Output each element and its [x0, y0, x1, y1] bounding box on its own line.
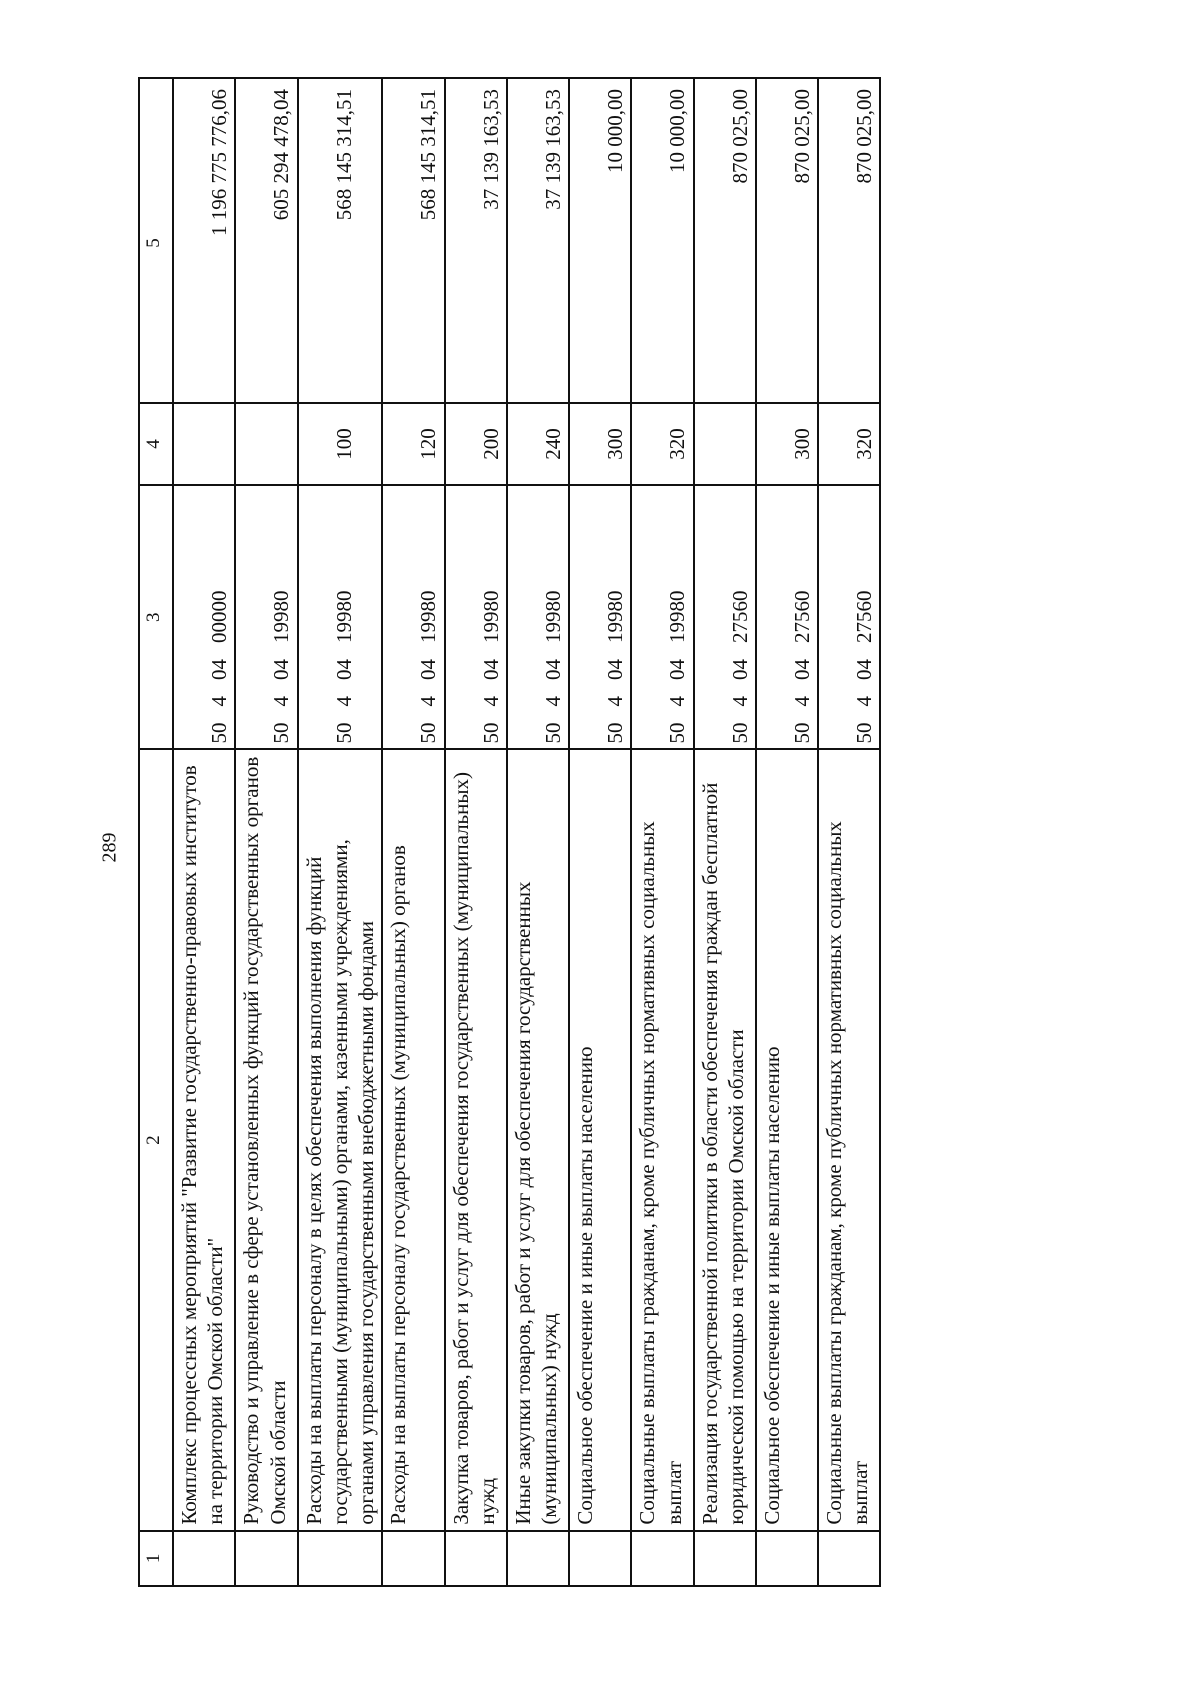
- code-part-4: 19980: [269, 590, 294, 643]
- code-part-2: 4: [665, 696, 690, 707]
- row-label: Руководство и управление в сфере установленных функций государственных органов Омской области: [235, 750, 297, 1531]
- row-amount-cell: [445, 78, 507, 403]
- code-part-4: 19980: [603, 590, 627, 643]
- table-row: [445, 78, 507, 1586]
- row-amount: 10 000,00: [603, 89, 627, 173]
- code-part-3: 04: [727, 659, 752, 680]
- header-col-5: 5: [139, 78, 173, 403]
- code-part-1: 50: [416, 722, 441, 744]
- code-part-4: 00000: [207, 590, 231, 643]
- code-part-4: 19980: [331, 590, 356, 643]
- row-amount-cell: [507, 78, 569, 403]
- row-number-cell: [818, 1531, 880, 1586]
- code-part-3: 04: [331, 659, 356, 680]
- row-code: [634, 491, 690, 743]
- row-label: Социальные выплаты гражданам, кроме публичных нормативных социальных выплат: [818, 750, 880, 1531]
- table-header-row: [139, 78, 173, 1586]
- code-part-3: 04: [478, 659, 503, 680]
- row-label: Комплекс процессных мероприятий "Развитие государственно-правовых институтов на территории Омской области": [173, 750, 235, 1531]
- row-amount-cell: [818, 78, 880, 403]
- header-col-4: 4: [139, 403, 173, 485]
- table-row: [569, 78, 631, 1586]
- code-part-2: 4: [540, 696, 565, 707]
- row-expense-kind: [697, 409, 727, 479]
- row-amount-cell: [298, 78, 383, 403]
- code-part-4: 19980: [416, 590, 441, 643]
- code-part-1: 50: [603, 722, 627, 744]
- code-part-3: 04: [540, 659, 565, 680]
- code-part-3: 04: [852, 659, 876, 680]
- code-part-2: 4: [727, 696, 752, 707]
- row-expense-kind-cell: [235, 403, 297, 485]
- row-code-cell: [818, 485, 880, 749]
- row-expense-kind: 300: [603, 428, 627, 460]
- code-part-1: 50: [727, 722, 752, 744]
- table-row: [818, 78, 880, 1586]
- row-code-cell: [507, 485, 569, 749]
- header-col-2: 2: [139, 750, 173, 1531]
- row-label: Расходы на выплаты персоналу государственных (муниципальных) органов: [382, 750, 444, 1531]
- row-expense-kind-cell: [298, 403, 383, 485]
- row-code-cell: [756, 485, 818, 749]
- row-code: [821, 491, 877, 743]
- row-expense-kind-cell: [818, 403, 880, 485]
- code-part-2: 4: [852, 696, 876, 707]
- row-code-cell: [445, 485, 507, 749]
- code-part-1: 50: [852, 722, 876, 744]
- row-amount: 605 294 478,04: [269, 89, 294, 221]
- row-number-cell: [756, 1531, 818, 1586]
- row-amount-cell: [569, 78, 631, 403]
- budget-table: [138, 77, 881, 1587]
- code-part-1: 50: [269, 722, 294, 744]
- row-amount: 1 196 775 776,06: [207, 89, 231, 236]
- code-part-4: 27560: [789, 590, 814, 643]
- row-code: [572, 491, 628, 743]
- row-number-cell: [298, 1531, 383, 1586]
- code-part-4: 27560: [727, 590, 752, 643]
- row-number-cell: [173, 1531, 235, 1586]
- rotated-table-frame: [138, 77, 1038, 1587]
- code-part-3: 04: [665, 659, 690, 680]
- table-row: [382, 78, 444, 1586]
- row-amount-cell: [756, 78, 818, 403]
- row-amount: 37 139 163,53: [478, 89, 503, 210]
- table-row: [694, 78, 756, 1586]
- code-part-3: 04: [416, 659, 441, 680]
- row-code: [238, 491, 294, 743]
- row-number-cell: [235, 1531, 297, 1586]
- row-expense-kind: [176, 409, 206, 479]
- code-part-2: 4: [207, 696, 231, 707]
- code-part-3: 04: [789, 659, 814, 680]
- row-expense-kind-cell: [569, 403, 631, 485]
- row-expense-kind-cell: [173, 403, 235, 485]
- row-number-cell: [694, 1531, 756, 1586]
- row-code-cell: [173, 485, 235, 749]
- row-expense-kind: 320: [665, 428, 690, 460]
- row-amount-cell: [382, 78, 444, 403]
- row-expense-kind-cell: [507, 403, 569, 485]
- code-part-2: 4: [331, 696, 356, 707]
- row-amount-cell: [631, 78, 693, 403]
- code-part-2: 4: [269, 696, 294, 707]
- row-amount-cell: [235, 78, 297, 403]
- row-number-cell: [507, 1531, 569, 1586]
- table-row: [631, 78, 693, 1586]
- row-expense-kind: 200: [478, 428, 503, 460]
- row-label: Социальные выплаты гражданам, кроме публичных нормативных социальных выплат: [631, 750, 693, 1531]
- table-row: [756, 78, 818, 1586]
- row-expense-kind-cell: [631, 403, 693, 485]
- code-part-1: 50: [478, 722, 503, 744]
- header-col-3: 3: [139, 485, 173, 749]
- code-part-4: 27560: [852, 590, 876, 643]
- row-amount: 870 025,00: [789, 89, 814, 184]
- row-expense-kind: 320: [852, 428, 876, 460]
- row-label: Иные закупки товаров, работ и услуг для обеспечения государственных (муниципальных) нужд: [507, 750, 569, 1531]
- code-part-2: 4: [603, 696, 627, 707]
- row-label: Социальное обеспечение и иные выплаты населению: [569, 750, 631, 1531]
- row-number-cell: [382, 1531, 444, 1586]
- row-amount: 568 145 314,51: [331, 89, 356, 221]
- row-label: Реализация государственной политики в области обеспечения граждан бесплатной юридической помощью на территории Омской области: [694, 750, 756, 1531]
- code-part-3: 04: [207, 659, 231, 680]
- row-code: [759, 491, 815, 743]
- row-expense-kind: 100: [331, 428, 356, 460]
- row-label: Социальное обеспечение и иные выплаты населению: [756, 750, 818, 1531]
- code-part-1: 50: [665, 722, 690, 744]
- row-code-cell: [569, 485, 631, 749]
- row-amount: 568 145 314,51: [416, 89, 441, 221]
- code-part-1: 50: [331, 722, 356, 744]
- code-part-4: 19980: [540, 590, 565, 643]
- code-part-2: 4: [478, 696, 503, 707]
- row-code: [448, 491, 504, 743]
- row-amount-cell: [694, 78, 756, 403]
- code-part-1: 50: [207, 722, 231, 744]
- row-expense-kind: [238, 409, 268, 479]
- table-row: [298, 78, 383, 1586]
- row-code: [697, 491, 753, 743]
- row-code-cell: [382, 485, 444, 749]
- row-amount: 870 025,00: [727, 89, 752, 184]
- row-expense-kind: 240: [540, 428, 565, 460]
- row-amount: 10 000,00: [665, 89, 690, 173]
- row-number-cell: [569, 1531, 631, 1586]
- code-part-3: 04: [603, 659, 627, 680]
- code-part-4: 19980: [478, 590, 503, 643]
- row-expense-kind-cell: [756, 403, 818, 485]
- row-expense-kind-cell: [382, 403, 444, 485]
- code-part-3: 04: [269, 659, 294, 680]
- code-part-1: 50: [540, 722, 565, 744]
- row-expense-kind: 120: [416, 428, 441, 460]
- row-label: Расходы на выплаты персоналу в целях обеспечения выполнения функций государственными (муниципальными) органами, казенными учреждениями, органами управления государственными внебюджетными фондами: [298, 750, 383, 1531]
- row-amount: 37 139 163,53: [540, 89, 565, 210]
- code-part-2: 4: [789, 696, 814, 707]
- row-code: [385, 491, 441, 743]
- code-part-1: 50: [789, 722, 814, 744]
- row-amount: 870 025,00: [852, 89, 876, 184]
- row-code-cell: [631, 485, 693, 749]
- row-expense-kind: 300: [789, 428, 814, 460]
- page-number: 289: [98, 832, 121, 863]
- header-col-1: 1: [139, 1531, 173, 1586]
- budget-table-container: [138, 77, 1038, 1587]
- row-number-cell: [445, 1531, 507, 1586]
- code-part-2: 4: [416, 696, 441, 707]
- row-expense-kind-cell: [445, 403, 507, 485]
- row-amount-cell: [173, 78, 235, 403]
- table-row: [173, 78, 235, 1586]
- table-row: [507, 78, 569, 1586]
- row-label: Закупка товаров, работ и услуг для обеспечения государственных (муниципальных) нужд: [445, 750, 507, 1531]
- row-code: [301, 491, 357, 743]
- row-code-cell: [694, 485, 756, 749]
- row-code: [176, 491, 232, 743]
- row-code: [510, 491, 566, 743]
- code-part-4: 19980: [665, 590, 690, 643]
- row-code-cell: [235, 485, 297, 749]
- row-code-cell: [298, 485, 383, 749]
- row-number-cell: [631, 1531, 693, 1586]
- row-expense-kind-cell: [694, 403, 756, 485]
- table-row: [235, 78, 297, 1586]
